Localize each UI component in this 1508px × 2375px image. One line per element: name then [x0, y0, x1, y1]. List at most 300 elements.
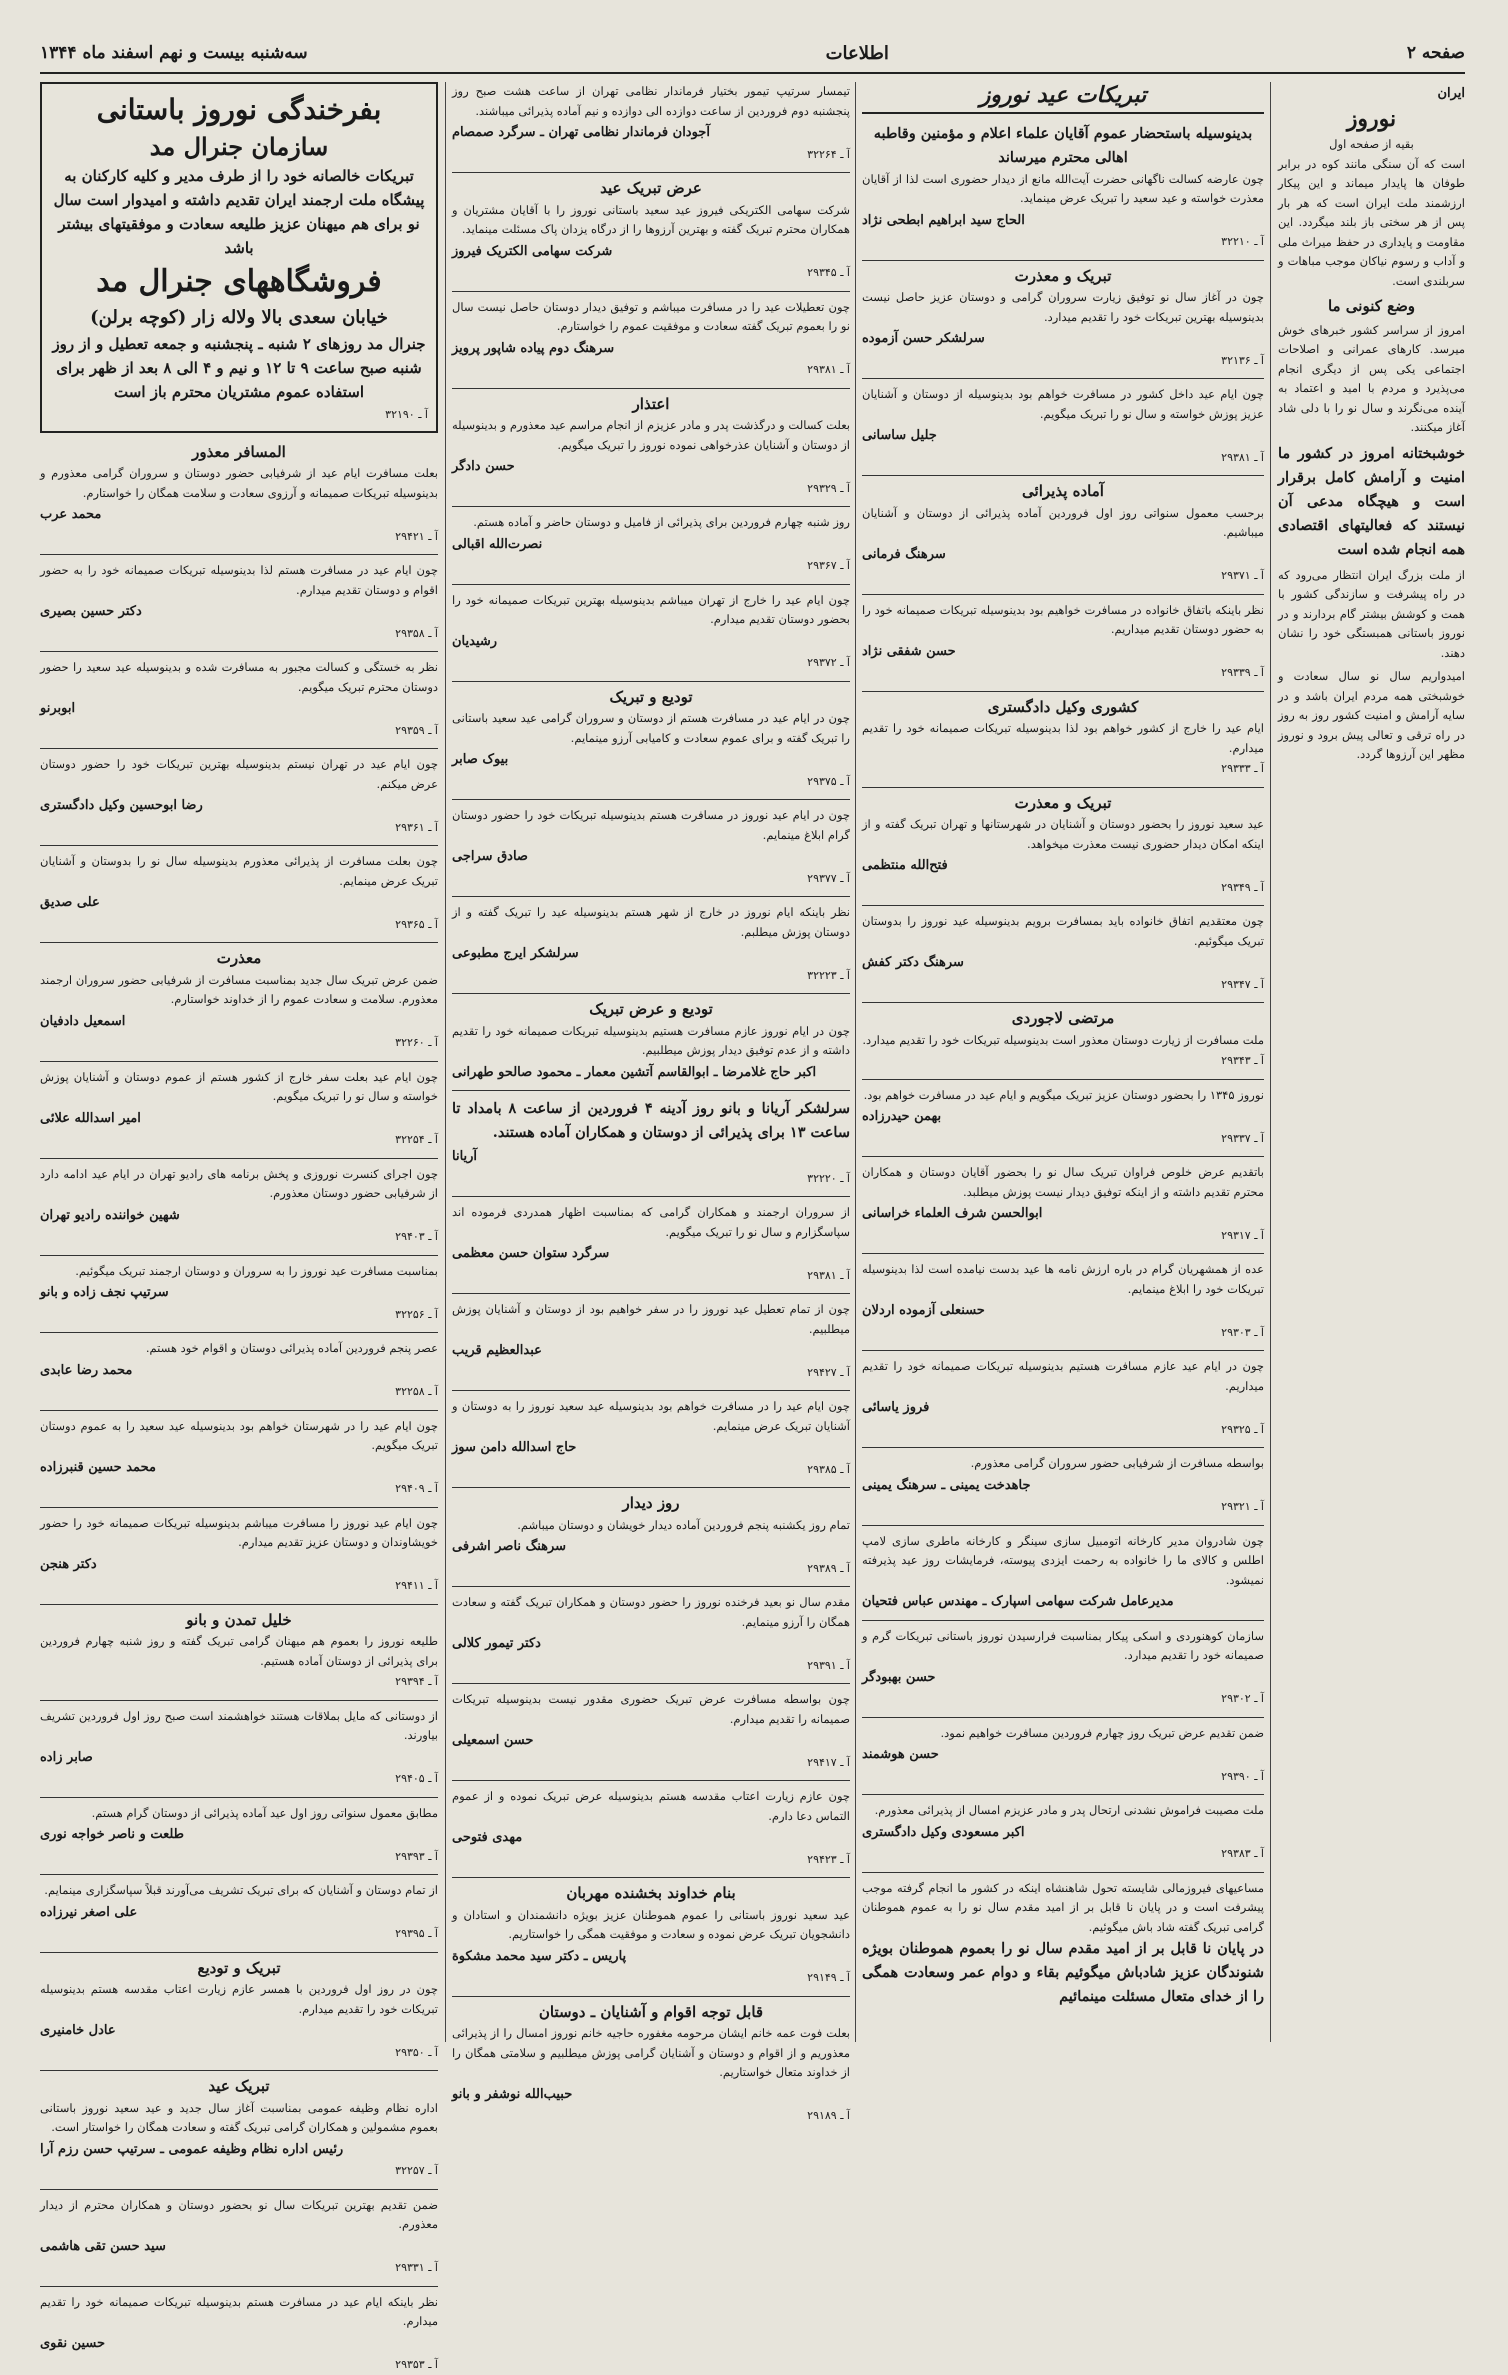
notice-signature: بیوک صابر [452, 752, 509, 767]
notice-title: اعتذار [632, 394, 670, 413]
notice [452, 1690, 850, 1772]
notice-code: آ ـ ۲۹۳۲۹ [807, 481, 850, 495]
notice [40, 1707, 438, 1789]
notice [40, 1068, 438, 1150]
divider [40, 554, 438, 555]
notice-code: آ ـ ۲۹۳۶۷ [807, 559, 850, 572]
notice [862, 601, 1264, 683]
notice-title: تبریک عید [208, 2077, 270, 2095]
notice [452, 2003, 850, 2126]
notice [40, 1339, 438, 1402]
ad-message: تبریکات خالصانه خود را از طرف مدیر و کلیه کارکنان به پیشگاه ملت ارجمند ایران تقدیم داشته و امیدوار است سال نو برای هم میهنان عزیز طلیعه سعادت و موفقیتهای بیشتر باشد [53, 167, 425, 257]
divider [40, 2189, 438, 2190]
notice-body: چون عارضه کسالت ناگهانی حضرت آیت‌الله مانع از دیدار حضوری است لذا از آقایان معذرت خواسته و عید سعید را تبریک عرض مینماید. [862, 171, 1264, 205]
divider [862, 905, 1264, 906]
notice-body: روز شنبه چهارم فروردین برای پذیرائی از فامیل و دوستان حاضر و آماده هستم. [473, 515, 850, 529]
notice [862, 698, 1264, 779]
notice-body: چون عازم زیارت اعتاب مقدسه هستم بدینوسیله عرض تبریک نموده و از عموم التماس دعا دارم. [452, 1789, 850, 1823]
notice-signature: فروز یاسائی [862, 1400, 930, 1415]
notice [862, 482, 1264, 586]
divider [862, 1447, 1264, 1448]
notice-title: آماده پذیرائی [1022, 482, 1104, 500]
notice-title: بنام خداوند بخشنده مهربان [566, 1884, 736, 1902]
divider [452, 1487, 850, 1488]
notice-signature: صابر زاده [40, 1749, 93, 1765]
divider [862, 1002, 1264, 1003]
section-banner: تبریکات عید نوروز [862, 86, 1264, 114]
notice-title: تبریک و معذرت [1014, 266, 1112, 285]
notice-signature: رضا ابوحسین وکیل دادگستری [40, 798, 203, 813]
divider [452, 896, 850, 897]
notice [452, 1300, 850, 1382]
divider [452, 172, 850, 173]
notice-code: آ ـ ۲۹۳۹۱ [807, 1658, 850, 1672]
divider [40, 1332, 438, 1333]
notice [452, 903, 850, 985]
notice-body: بمناسبت مسافرت عید نوروز را به سروران و دوستان ارجمند تبریک میگوئیم. [75, 1263, 438, 1278]
notice-signature: ابوالحسن شرف العلماء خراسانی [862, 1206, 1043, 1221]
notice-signature: مدیرعامل شرکت سهامی اسپارک ـ مهندس عباس فتحیان [862, 1594, 1174, 1609]
newspaper-name: اطلاعات [825, 42, 889, 64]
divider [452, 506, 850, 507]
notice-signature: حسن هوشمند [862, 1747, 939, 1762]
notice [862, 170, 1264, 252]
divider [452, 388, 850, 389]
editorial-subtitle: وضع کنونی ما [1327, 297, 1416, 315]
notice-code: آ ـ ۲۹۳۷۱ [1221, 569, 1264, 582]
notice [40, 949, 438, 1053]
notice-code: آ ـ ۲۹۳۲۵ [1221, 1422, 1264, 1436]
divider [862, 1620, 1264, 1621]
notice-body: چون در ایام عید نوروز در مسافرت هستم بدینوسیله تبریکات خود را حضور دوستان گرام ابلاغ مینمایم. [452, 808, 850, 842]
divider [40, 2070, 438, 2071]
masthead-rule [40, 72, 1465, 74]
notice-signature: سرگرد ستوان حسن معظمی [452, 1246, 610, 1261]
notice [452, 298, 850, 380]
divider [452, 1996, 850, 1997]
notice-signature: دکتر حسین بصیری [40, 604, 142, 619]
notice-body: چون معتقدیم اتفاق خانواده باید بمسافرت برویم بدینوسیله عید نوروز را بدوستان تبریک میگوئیم. [862, 914, 1264, 948]
notice-title: عرض تبریک عید [600, 179, 702, 197]
notice-signature: سرهنگ دوم پیاده شاپور پرویز [452, 340, 615, 356]
divider [452, 1586, 850, 1587]
notice [452, 1593, 850, 1675]
notice-signature: پاریس ـ دکتر سید محمد مشکوة [452, 1948, 627, 1964]
divider [40, 1507, 438, 1508]
divider [40, 942, 438, 943]
notice-body: مطابق معمول سنواتی روز اول عید آماده پذیرائی از دوستان گرام هستم. [91, 1805, 438, 1820]
notice-signature: آریانا [452, 1149, 478, 1164]
notice-signature: علی اصغر نیرزاده [40, 1904, 138, 1920]
notice-code: آ ـ ۲۹۳۹۵ [395, 1927, 438, 1940]
column-editorial [1278, 82, 1465, 2042]
notice [40, 2293, 438, 2375]
notice-signature: صادق سراجی [452, 849, 528, 864]
notice-body: چون بواسطه مسافرت عرض تبریک حضوری مقدور نیست بدینوسیله تبریکات صمیمانه را تقدیم میدارم. [452, 1692, 850, 1726]
notice-body: بعلت کسالت و درگذشت پدر و مادر عزیزم از انجام مراسم عید معذورم و بدینوسیله از دوستان و آشنایان عذرخواهی نموده نوروز را تبریک میگویم. [452, 418, 850, 452]
ad-stores: فروشگاههای جنرال مد [96, 264, 382, 299]
notice-signature: اسمعیل دادفیان [40, 1013, 126, 1029]
notice-body: چون ایام عید را خارج از تهران میباشم بدینوسیله بهترین تبریکات صمیمانه خود را بحضور دوستان تقدیم میدارم. [452, 592, 850, 626]
notice [452, 82, 850, 164]
ad-headline: بفرخندگی نوروز باستانی [96, 93, 382, 126]
divider [862, 594, 1264, 595]
notice-title: المسافر معذور [192, 442, 286, 461]
notice-title: روز دیدار [622, 1494, 680, 1512]
divider [452, 1683, 850, 1684]
divider [40, 1410, 438, 1411]
general-mode-advertisement [40, 82, 438, 433]
notice-code: آ ـ ۲۹۱۴۹ [807, 1971, 850, 1984]
notice-body: چون شادروان مدیر کارخانه اتومبیل سازی سینگر و کارخانه ماطری سازی لامپ اطلس و کالای ما را خانواده به رحمت ایزدی پیوسته، فرمایشات روز عید پذیرفته نمیشود. [862, 1533, 1264, 1587]
notice-body: چون ایام عید را در شهرستان خواهم بود بدینوسیله عید سعید را به عموم دوستان تبریک میگویم. [40, 1418, 438, 1452]
column-divider [1270, 82, 1271, 2042]
notice-code: آ ـ ۲۹۴۰۵ [395, 1772, 438, 1785]
notice-signature: حبیب‌الله نوشفر و بانو [452, 2086, 573, 2102]
divider [40, 845, 438, 846]
notice-code: آ ـ ۳۲۲۵۸ [395, 1385, 438, 1398]
notice-code: آ ـ ۳۲۲۶۰ [395, 1036, 438, 1049]
editorial-text: امیدواریم سال نو سال سعادت و خوشبختی همه مردم ایران باشد و در سایه آرامش و امنیت کشور روز به روز در راه ترقی و تعالی پیش برود و نوروز مظهر این آرزوها گردد. [1278, 669, 1465, 761]
notice-code: آ ـ ۳۲۲۱۰ [1221, 235, 1264, 248]
notice-signature: حسن شفقی نژاد [862, 643, 956, 659]
notice-title: تبریک و تودیع [197, 1958, 281, 1977]
notice-code: آ ـ ۲۹۳۷۲ [807, 656, 850, 669]
notice [862, 1086, 1264, 1149]
notice [452, 806, 850, 888]
notice-body: عصر پنجم فروردین آماده پذیرائی دوستان و اقوام خود هستم. [145, 1341, 438, 1355]
notice-body: از تمام دوستان و آشنایان که برای تبریک تشریف می‌آورند قبلاً سپاسگزاری مینمایم. [44, 1883, 438, 1897]
notice-signature: سرلشکر حسن آزموده [862, 331, 985, 346]
notice-body: از دوستانی که مایل بملاقات هستند خواهشمند است صبح روز اول فروردین تشریف بیاورند. [40, 1708, 438, 1742]
notice-signature: سرهنگ ناصر اشرفی [452, 1539, 567, 1554]
notice-body: عید سعید نوروز را بحضور دوستان و آشنایان در شهرستانها و تهران تبریک گفته و از اینکه امکان دیدار حضوری نیست معذرت میخواهد. [862, 817, 1264, 851]
divider [862, 378, 1264, 379]
notice-code: آ ـ ۲۹۳۳۷ [1221, 1131, 1264, 1145]
divider [862, 1253, 1264, 1254]
notice [862, 1260, 1264, 1342]
notice-signature: اکبر حاج غلامرضا ـ ابوالقاسم آتشین معمار ـ محمود صالحو طهرانی [452, 1064, 817, 1080]
notice [862, 267, 1264, 371]
notice-signature: سرهنگ دکتر کفش [862, 955, 964, 970]
editorial-intro: بقیه از صفحه اول [1329, 137, 1414, 151]
notice-title: معذرت [216, 949, 262, 967]
ad-company: سازمان جنرال مد [149, 132, 329, 161]
notice-code: آ ـ ۲۹۳۴۳ [1221, 1054, 1264, 1067]
notice-signature: محمد رضا عابدی [40, 1362, 133, 1378]
notice-title: قابل توجه اقوام و آشنایان ـ دوستان [538, 2002, 764, 2021]
notice-signature: اکبر مسعودی وکیل دادگستری [862, 1824, 1025, 1840]
notice-code: آ ـ ۲۹۳۳۹ [1221, 666, 1264, 679]
notice [40, 1417, 438, 1499]
notice-signature: محمد حسین قنبرزاده [40, 1459, 156, 1475]
notice-body: ضمن عرض تبریک سال جدید بمناسبت مسافرت از شرفیابی حضور سروران ارجمند معذورم. سلامت و سعادت عموم را از خداوند خواستارم. [40, 972, 438, 1006]
notice-signature: سید حسن تقی هاشمی [40, 2238, 166, 2254]
notice-code: آ ـ ۲۹۳۸۹ [807, 1561, 850, 1575]
notice-code: آ ـ ۲۹۳۸۱ [807, 1268, 850, 1282]
notice [452, 591, 850, 673]
divider [452, 1090, 850, 1091]
notice-body: چون در ایام عید در مسافرت هستم از دوستان و سروران گرامی عید سعید باستانی را تبریک گفته و برای عموم سعادت و کامیابی آرزو مینمایم. [452, 711, 850, 745]
notice-code: آ ـ ۳۲۲۵۴ [395, 1133, 438, 1146]
notice-body: چون اجرای کنسرت نوروزی و پخش برنامه های رادیو تهران در ایام عید ادامه دارد از شرفیابی حضور دوستان معذورم. [40, 1166, 438, 1200]
notice-body: بعلت فوت عمه خانم ایشان مرحومه مغفوره حاجیه خانم نوروز امسال را از پذیرائی معذوریم و از اقوام و دوستان و آشنایان گرامی پوزش میطلبیم و سلامتی همگان را از خداوند متعال خواستاریم. [452, 2026, 850, 2079]
notice [452, 1397, 850, 1479]
notice-code: آ ـ ۲۹۳۳۱ [395, 2261, 438, 2274]
notice-code: آ ـ ۲۹۳۰۳ [1221, 1325, 1264, 1339]
notice-body: نظر به خستگی و کسالت مجبور به مسافرت شده و بدینوسیله عید سعید را حضور دوستان محترم تبریک میگویم. [40, 660, 438, 694]
notice-code: آ ـ ۲۹۳۴۷ [1221, 977, 1264, 991]
notice [40, 443, 438, 547]
notice [40, 1165, 438, 1247]
notice-code: آ ـ ۲۹۳۳۳ [1221, 762, 1264, 775]
divider [40, 1874, 438, 1875]
notice-title: خلیل تمدن و بانو [186, 1610, 292, 1629]
notice-body: عید سعید نوروز باستانی را عموم هموطنان عزیز بویژه دانشمندان و استادان و دانشجویان تبریک عرض نموده و سعادت و موفقیت همگی را خواستاریم. [452, 1907, 850, 1941]
divider [452, 681, 850, 682]
notice-signature: حسنعلی آزموده اردلان [862, 1303, 985, 1318]
notice-body: چون تعطیلات عید را در مسافرت میباشم و توفیق دیدار دوستان حاصل نیست سال نو را بعموم تبریک گفته سعادت و موفقیت عموم را خواستارم. [452, 299, 850, 333]
notice-body: تیمسار سرتیپ تیمور بختیار فرماندار نظامی تهران از ساعت هشت صبح روز پنجشنبه دوم فروردین از ساعت دوازده الی دوازده و نیم آماده پذیرائی میباشند. [452, 84, 850, 118]
notice [862, 1163, 1264, 1245]
notice-code: آ ـ ۳۲۲۵۷ [395, 2164, 438, 2177]
notice-code: آ ـ ۲۹۳۹۰ [1221, 1769, 1264, 1783]
column-greetings-2 [862, 82, 1264, 2042]
notice-code: آ ـ ۳۲۱۹۰ [385, 408, 428, 421]
divider [40, 2286, 438, 2287]
notice-code: آ ـ ۲۹۳۰۲ [1221, 1692, 1264, 1705]
notice-body: چون ایام عید در تهران نیستم بدینوسیله بهترین تبریکات خود را حضور دوستان عرض میکنم. [40, 757, 438, 791]
notice [862, 1801, 1264, 1864]
notice-signature: محمد عرب [40, 507, 102, 522]
divider [40, 1255, 438, 1256]
notice-code: آ ـ ۲۹۳۵۸ [395, 626, 438, 640]
notice-body: چون بعلت مسافرت از پذیرائی معذورم بدینوسیله سال نو را بدوستان و آشنایان تبریک عرض مینمایم. [40, 854, 438, 888]
notice-signature: سرهنگ فرمانی [862, 546, 946, 562]
notice-signature: عادل خامنیری [40, 2023, 116, 2038]
notice-signature: سرتیپ نجف زاده و بانو [40, 1285, 169, 1300]
notice-code: آ ـ ۲۹۳۹۳ [395, 1849, 438, 1863]
notice [40, 1514, 438, 1596]
notice [862, 1724, 1264, 1787]
divider [452, 291, 850, 292]
notice [452, 395, 850, 499]
editorial-title: نوروز [1346, 105, 1397, 132]
notice-body: چون ایام عید داخل کشور در مسافرت خواهم بود بدینوسیله از دوستان و آشنایان عزیز پوزش خواسته و سال نو را تبریک میگویم. [862, 387, 1264, 421]
divider [862, 1872, 1264, 1873]
issue-date: سه‌شنبه بیست و نهم اسفند ماه ۱۳۴۴ [40, 43, 308, 63]
notice-body: سازمان کوهنوردی و اسکی پیکار بمناسبت فرارسیدن نوروز باستانی تبریکات گرم و صمیمانه خود را تقدیم میدارد. [862, 1628, 1264, 1662]
divider [862, 787, 1264, 788]
notice-signature: آجودان فرماندار نظامی تهران ـ سرگرد صمصام [452, 125, 710, 140]
notice-code: آ ـ ۲۹۳۱۷ [1221, 1228, 1264, 1242]
notice-signature: الحاج سید ابراهیم ابطحی نژاد [862, 212, 1025, 228]
notice [452, 1494, 850, 1578]
notice-body: ملت مصیبت فراموش نشدنی ارتحال پدر و مادر عزیزم امسال از پذیرائی معذورم. [874, 1803, 1264, 1817]
notice-code: آ ـ ۲۹۳۵۳ [395, 2358, 438, 2371]
divider [452, 1293, 850, 1294]
divider [862, 1717, 1264, 1718]
notice [862, 1532, 1264, 1612]
notice-code: آ ـ ۲۹۳۷۵ [807, 774, 850, 788]
notice [452, 1203, 850, 1285]
notice [452, 179, 850, 283]
notice-signature: جلیل ساسانی [862, 428, 937, 443]
notice [40, 561, 438, 643]
notice [40, 1804, 438, 1867]
notice-code: آ ـ ۲۹۳۲۱ [1221, 1500, 1264, 1513]
notice-body: چون در آغاز سال نو توفیق زیارت سروران گرامی و دوستان عزیز حاصل نیست بدینوسیله بهترین تبریکات خود را تقدیم میدارد. [862, 290, 1264, 324]
divider [452, 1877, 850, 1878]
notice [862, 1454, 1264, 1517]
notice-code: آ ـ ۳۲۲۲۳ [807, 968, 850, 982]
notice-code: آ ـ ۳۲۲۵۶ [395, 1307, 438, 1321]
notice-signature: حسین نقوی [40, 2335, 106, 2351]
divider [452, 1390, 850, 1391]
notice-code: آ ـ ۲۹۳۴۹ [1221, 880, 1264, 894]
notice-code: آ ـ ۲۹۴۲۱ [395, 529, 438, 543]
notice-body: چون ایام عید بعلت سفر خارج از کشور هستم از عموم دوستان و آشنایان پوزش خواسته و سال نو را تبریک میگویم. [40, 1069, 438, 1103]
notice-body: مقدم سال نو بعید فرخنده نوروز را حضور دوستان و همکاران تبریک گفته و سعادت همگان را آرزو مینمایم. [452, 1595, 850, 1629]
notice [40, 1881, 438, 1944]
divider [862, 475, 1264, 476]
notice-body: چون ایام عید در مسافرت هستم لذا بدینوسیله تبریکات صمیمانه خود را به حضور اقوام و دوستان تقدیم میدارم. [40, 563, 438, 597]
notice-body: سرلشکر آریانا و بانو روز آدینه ۴ فروردین از ساعت ۸ بامداد تا ساعت ۱۳ برای پذیرائی از دوستان و همکاران آماده هستند. [452, 1100, 850, 1141]
notice-body: نظر باینکه باتفاق خانواده در مسافرت خواهیم بود بدینوسیله تبریکات صمیمانه خود را به حضور دوستان تقدیم میداریم. [862, 602, 1264, 636]
notice-title: تبریک و معذرت [1014, 793, 1112, 812]
notice [452, 513, 850, 576]
notice-signature: دکتر تیمور کلالی [452, 1636, 541, 1651]
notice [452, 1097, 850, 1188]
notice-body: از سروران ارجمند و همکاران گرامی که بمناسبت اظهار همدردی فرموده اند سپاسگزارم و سال نو را تبریک میگویم. [452, 1205, 850, 1239]
notice-title: تودیع و تبریک [609, 687, 693, 706]
editorial-text: امروز از سراسر کشور خبرهای خوش میرسد. کارهای عمرانی و اصلاحات اجتماعی یکی پس از دیگری انجام می‌پذیرد و مردم با امید و اعتماد به آینده می‌نگرند و سال نو را با دلی شاد آغاز میکنند. [1278, 322, 1465, 434]
notice-signature: شرکت سهامی الکتریک فیروز [452, 243, 613, 259]
notice [452, 1000, 850, 1082]
ad-hours: جنرال مد روزهای ۲ شنبه ـ پنجشنبه و جمعه تعطیل و از روز شنبه صبح ساعت ۹ تا ۱۲ و نیم و ۴ الی ۸ بعد از ظهر برای استفاده عموم مشتریان محترم باز است [52, 335, 426, 401]
notice [862, 1627, 1264, 1709]
notice-signature: علی صدیق [40, 895, 100, 910]
masthead [40, 36, 1465, 70]
notice-code: آ ـ ۲۹۳۸۱ [807, 363, 850, 376]
notice [40, 755, 438, 837]
notice-signature: فتح‌الله منتظمی [862, 858, 948, 873]
notice-code: آ ـ ۲۹۴۲۳ [807, 1852, 850, 1866]
notice-body: باتقدیم عرض خلوص فراوان تبریک سال نو را بحضور آقایان دوستان و همکاران محترم تقدیم داشته و از اینکه توفیق دیدار نیست پوزش میطلبد. [862, 1165, 1264, 1199]
notice-signature: دکتر هنجن [40, 1556, 97, 1572]
divider [40, 1797, 438, 1798]
notice [40, 2077, 438, 2181]
notice-code: آ ـ ۲۹۴۰۹ [395, 1482, 438, 1495]
notice-signature: حاج اسدالله دامن سوز [452, 1440, 577, 1455]
notice-signature: بهمن حیدرزاده [862, 1109, 942, 1124]
notice-body: ایام عید را خارج از کشور خواهم بود لذا بدینوسیله تبریکات صمیمانه خود را تقدیم میدارم. [862, 721, 1264, 755]
notice-code: آ ـ ۲۹۳۴۵ [807, 266, 850, 279]
notice-body: بواسطه مسافرت از شرفیابی حضور سروران گرامی معذورم. [970, 1456, 1264, 1470]
notice-body: چون در روز اول فروردین با همسر عازم زیارت اعتاب مقدسه هستم بدینوسیله تبریکات خود را تقدیم میدارم. [40, 1982, 438, 2016]
divider [40, 651, 438, 652]
divider [862, 1525, 1264, 1526]
divider [862, 1794, 1264, 1795]
notice-code: آ ـ ۲۹۳۸۵ [807, 1462, 850, 1476]
notice-signature: حسن دادگر [452, 459, 515, 474]
notice [862, 794, 1264, 898]
divider [862, 260, 1264, 261]
notice-title: مرتضی لاجوردی [1011, 1009, 1115, 1027]
notice-title: تودیع و عرض تبریک [589, 1000, 713, 1018]
notice-signature: حسن اسمعیلی [452, 1733, 534, 1748]
notice-code: آ ـ ۲۹۳۹۴ [395, 1675, 438, 1688]
notice-body: شرکت سهامی الکتریکی فیروز عید سعید باستانی نوروز را با آقایان مشتریان و همکاران محترم تبریک گفته و بهترین آرزوها را از درگاه یزدان پاک مسئلت مینماید. [452, 202, 850, 236]
notice-signature: مهدی فتوحی [452, 1830, 523, 1845]
notice-body: بعلت مسافرت ایام عید از شرفیابی حضور دوستان و سروران گرامی معذورم و بدینوسیله تبریکات صمیمانه و آرزوی سعادت و سلامت همگان را خواستارم. [40, 466, 438, 500]
notice-signature: حسن بهبودگر [862, 1669, 936, 1685]
notice-code: آ ـ ۲۹۱۸۹ [807, 2109, 850, 2122]
notice-signature: طلعت و ناصر خواجه نوری [40, 1827, 185, 1842]
notice-body: چون در ایام عید عازم مسافرت هستیم بدینوسیله تبریکات صمیمانه خود را تقدیم میداریم. [862, 1359, 1264, 1393]
notice [452, 1787, 850, 1869]
column-divider [855, 82, 856, 2042]
notice-body: چون ایام عید را در مسافرت خواهم بود بدینوسیله عید سعید نوروز را به دوستان و آشنایان تبریک عرض مینمایم. [452, 1399, 850, 1433]
notice [40, 852, 438, 934]
notice-code: آ ـ ۲۹۴۲۷ [807, 1365, 850, 1379]
notice [40, 1959, 438, 2063]
editorial-text: است که آن سنگی مانند کوه در برابر طوفان ها پایدار میماند و این پیکار ارزشمند ملت ایران است که هر بار پس از هر سختی باز بلند میگردد. این مقاومت و پایداری در حفظ میراث ملی و آداب و رسوم نیاکان موجب مباهات و سربلندی است. [1278, 156, 1465, 288]
region-label: ایران [1437, 86, 1465, 101]
notice [862, 385, 1264, 467]
divider [40, 1061, 438, 1062]
notice [862, 1357, 1264, 1439]
notice-bold-text: در پایان نا قابل بر از امید مقدم سال نو را بعموم هموطنان بویژه شنوندگان عزیز شادباش میگوئیم بقاء و دوام عمر وسعادت همگی را از خدای متعال مسئلت مینمائیم [862, 1940, 1264, 2005]
divider [40, 1700, 438, 1701]
notice-body: چون در ایام نوروز عازم مسافرت هستیم بدینوسیله تبریکات صمیمانه خود را تقدیم داشته و از عدم توفیق دیدار پوزش میطلبیم. [452, 1023, 850, 1057]
notice-body: اداره نظام وظیفه عمومی بمناسبت آغاز سال جدید و عید سعید نوروز باستانی بعموم مشمولین و همکاران گرامی تبریک گفته و سعادت همگان را خواستار است. [40, 2100, 438, 2134]
notice-body: چون ایام عید نوروز را مسافرت میباشم بدینوسیله تبریکات صمیمانه خود را حضور خویشاوندان و دوستان عزیز تقدیم میدارم. [40, 1515, 438, 1549]
ad-address: خیابان سعدی بالا ولاله زار (کوچه برلن) [90, 307, 388, 328]
notice-signature: سرلشکر ایرج مطبوعی [452, 946, 579, 961]
notice [862, 1009, 1264, 1071]
notice-signature: شهین خواننده رادیو تهران [40, 1207, 180, 1223]
notice-body: برحسب معمول سنواتی روز اول فروردین آماده پذیرائی از دوستان و آشنایان میباشیم. [862, 505, 1264, 539]
notice-body: عده از همشهریان گرام در باره ارزش نامه ها عید بدست نیامده است لذا بدینوسیله تبریکات خود را ابلاغ مینمایم. [862, 1262, 1264, 1296]
notice-body: نوروز ۱۳۴۵ را بحضور دوستان عزیز تبریک میگویم و ایام عید در مسافرت خواهم بود. [863, 1087, 1264, 1102]
notice-signature: امیر اسدالله علائی [40, 1110, 141, 1126]
notice [452, 1884, 850, 1988]
divider [40, 1604, 438, 1605]
notice-body: چون از تمام تعطیل عید نوروز را در سفر خواهیم بود از دوستان و آشنایان پوزش میطلبیم. [452, 1302, 850, 1336]
notice-code: آ ـ ۳۲۱۳۶ [1221, 353, 1264, 367]
notice [862, 1879, 1264, 2010]
divider [452, 1196, 850, 1197]
notice [40, 1611, 438, 1692]
notice-body: تمام روز یکشنبه پنجم فروردین آماده دیدار خویشان و دوستان میباشم. [517, 1517, 850, 1532]
notice-body: ملت مسافرت از زیارت دوستان معذور است بدینوسیله تبریکات خود را تقدیم میدارد. [862, 1032, 1264, 1047]
divider [452, 1780, 850, 1781]
notice-code: آ ـ ۲۹۳۷۷ [807, 871, 850, 885]
notice-code: آ ـ ۳۲۲۶۴ [807, 147, 850, 161]
notice-code: آ ـ ۲۹۴۱۱ [395, 1579, 438, 1592]
column-divider [445, 82, 446, 2042]
column-greetings-3 [452, 82, 850, 2122]
notice [862, 912, 1264, 994]
divider [452, 993, 850, 994]
notice-code: آ ـ ۲۹۳۸۱ [1221, 450, 1264, 464]
notice-code: آ ـ ۲۹۴۱۷ [807, 1755, 850, 1769]
notice-signature: رشیدیان [452, 633, 498, 649]
notice-signature: ابوبرنو [40, 701, 76, 716]
notice-code: آ ـ ۲۹۳۵۰ [395, 2045, 438, 2059]
divider [862, 691, 1264, 692]
